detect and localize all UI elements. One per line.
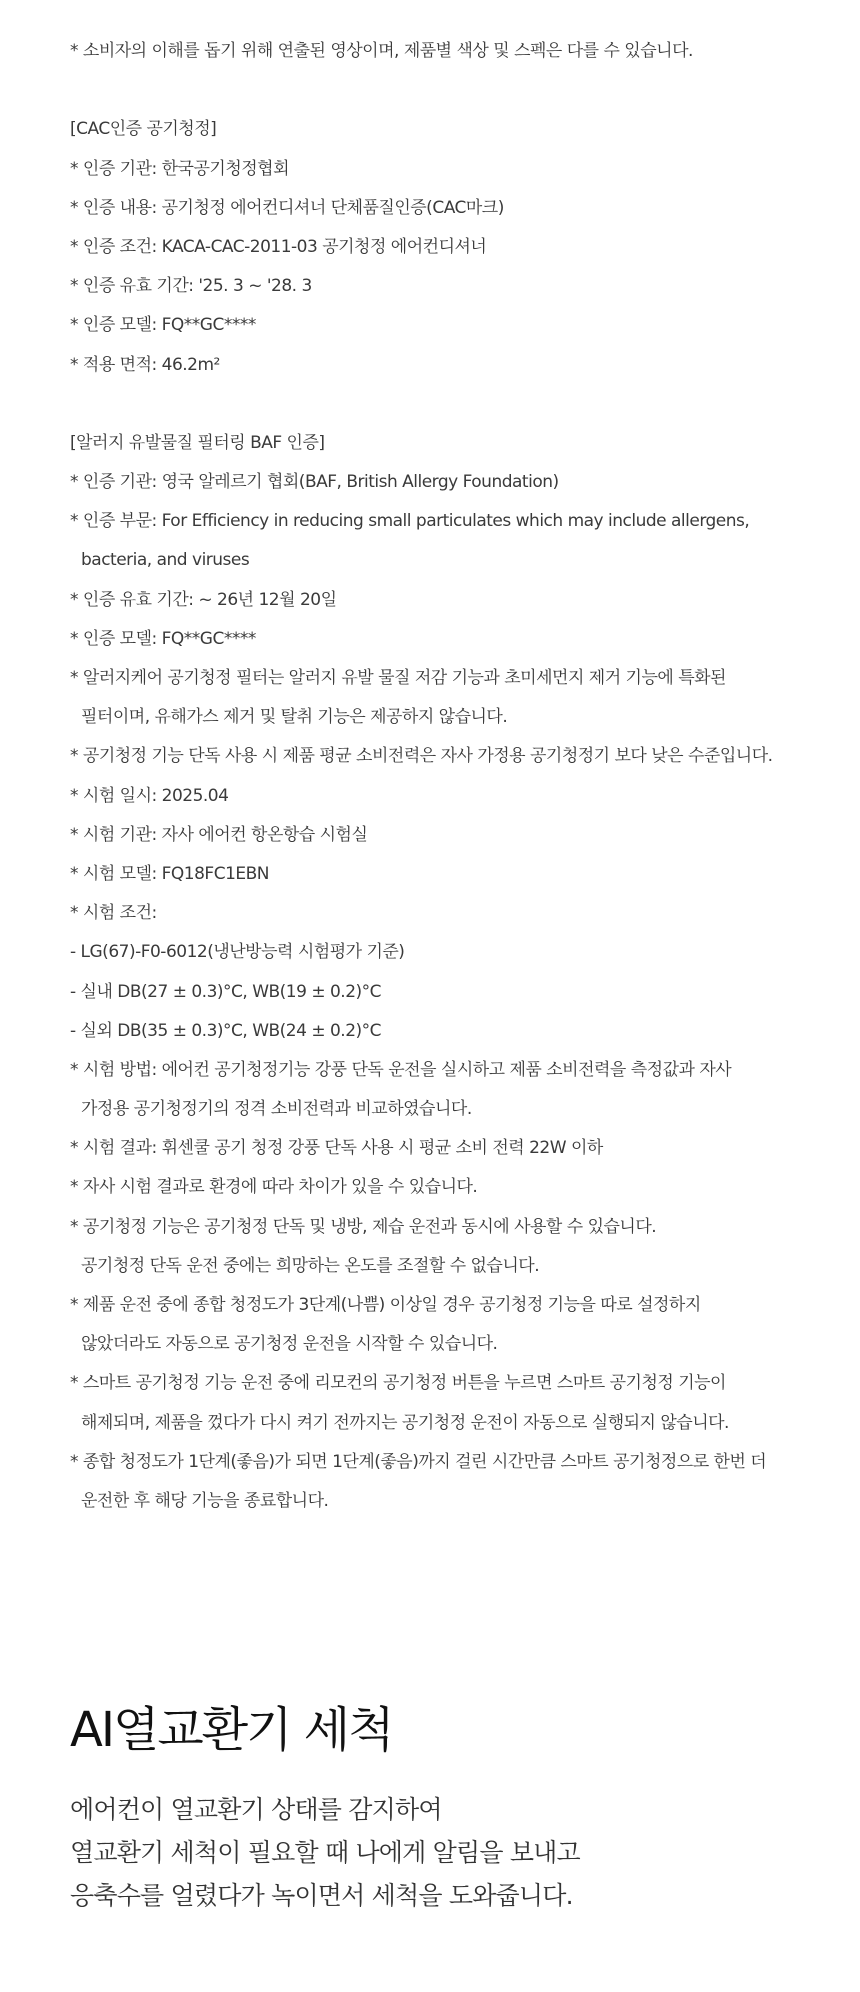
note-line: * 시험 결과: 휘센쿨 공기 청정 강풍 단독 사용 시 평균 소비 전력 22W 이하 (70, 1138, 603, 1159)
note-line: * 인증 부문: For Efficiency in reducing small particulates which may include allergens, (70, 511, 750, 532)
note-spacer (70, 75, 810, 114)
section-description (70, 1788, 810, 1917)
note-line: * 제품 운전 중에 종합 청정도가 3단계(나쁨) 이상일 경우 공기청정 기능을 따로 설정하지 (70, 1295, 701, 1315)
note-line: - 실외 DB(35 ± 0.3)°C, WB(24 ± 0.2)°C (70, 1020, 382, 1041)
description-line: 응축수를 얼렸다가 녹이면서 세척을 도와줍니다. (70, 1881, 573, 1910)
note-line-continuation: 가정용 공기청정기의 정격 소비전력과 비교하였습니다. (81, 1099, 472, 1120)
note-line: * 적용 면적: 46.2m² (70, 354, 220, 375)
section-title: AI열교환기 세척 (70, 1702, 393, 1758)
note-line-continuation: 운전한 후 해당 기능을 종료합니다. (81, 1490, 329, 1511)
note-line: * 인증 유효 기간: '25. 3 ~ '28. 3 (70, 276, 312, 297)
note-line: * 자사 시험 결과로 환경에 따라 차이가 있을 수 있습니다. (70, 1177, 478, 1198)
note-line: - LG(67)-F0-6012(냉난방능력 시험평가 기준) (70, 942, 405, 963)
feature-section (70, 1700, 810, 1917)
note-line: * 인증 모델: FQ**GC**** (70, 315, 256, 336)
note-line: * 인증 내용: 공기청정 에어컨디셔너 단체품질인증(CAC마크) (70, 197, 504, 218)
footnotes-block (70, 36, 810, 1525)
note-line: * 인증 기관: 영국 알레르기 협회(BAF, British Allergy Foundation) (70, 472, 559, 493)
note-line: * 인증 조건: KACA-CAC-2011-03 공기청정 에어컨디셔너 (70, 236, 487, 257)
note-line-continuation: 공기청정 단독 운전 중에는 희망하는 온도를 조절할 수 없습니다. (81, 1255, 540, 1276)
note-line: * 종합 청정도가 1단계(좋음)가 되면 1단계(좋음)까지 걸린 시간만큼 스마트 공기청정으로 한번 더 (70, 1451, 767, 1472)
note-line: * 시험 조건: (70, 903, 157, 924)
note-line: * 알러지케어 공기청정 필터는 알러지 유발 물질 저감 기능과 초미세먼지 제거 기능에 특화된 (70, 668, 726, 688)
note-line-continuation: bacteria, and viruses (81, 550, 250, 571)
description-line: 열교환기 세척이 필요할 때 나에게 알림을 보내고 (70, 1838, 580, 1867)
note-line-continuation: 해제되며, 제품을 껐다가 다시 켜기 전까지는 공기청정 운전이 자동으로 실행되지 않습니다. (81, 1412, 729, 1433)
note-line: * 공기청정 기능은 공기청정 단독 및 냉방, 제습 운전과 동시에 사용할 수 있습니다. (70, 1216, 657, 1237)
note-line: * 인증 모델: FQ**GC**** (70, 628, 256, 649)
description-line: 에어컨이 열교환기 상태를 감지하여 (70, 1795, 442, 1824)
note-line: * 스마트 공기청정 기능 운전 중에 리모컨의 공기청정 버튼을 누르면 스마트 공기청정 기능이 (70, 1373, 726, 1394)
note-line-continuation: 필터이며, 유해가스 제거 및 탈취 기능은 제공하지 않습니다. (81, 707, 508, 728)
note-line: * 공기청정 기능 단독 사용 시 제품 평균 소비전력은 자사 가정용 공기청정기 보다 낮은 수준입니다. (70, 746, 773, 767)
note-heading-cac: [CAC인증 공기청정] (70, 119, 217, 140)
note-line: * 소비자의 이해를 돕기 위해 연출된 영상이며, 제품별 색상 및 스펙은 다를 수 있습니다. (70, 41, 693, 61)
note-line: * 인증 기관: 한국공기청정협회 (70, 158, 290, 179)
note-line: * 시험 일시: 2025.04 (70, 785, 229, 806)
note-line-continuation: 않았더라도 자동으로 공기청정 운전을 시작할 수 있습니다. (81, 1334, 498, 1355)
note-line: * 시험 모델: FQ18FC1EBN (70, 863, 270, 884)
note-line: * 시험 기관: 자사 에어컨 항온항습 시험실 (70, 824, 368, 845)
note-line: * 시험 방법: 에어컨 공기청정기능 강풍 단독 운전을 실시하고 제품 소비전력을 측정값과 자사 (70, 1059, 732, 1080)
note-spacer (70, 389, 810, 428)
note-line: - 실내 DB(27 ± 0.3)°C, WB(19 ± 0.2)°C (70, 981, 382, 1002)
note-line: * 인증 유효 기간: ~ 26년 12월 20일 (70, 589, 337, 610)
note-heading-baf: [알러지 유발물질 필터링 BAF 인증] (70, 432, 325, 453)
